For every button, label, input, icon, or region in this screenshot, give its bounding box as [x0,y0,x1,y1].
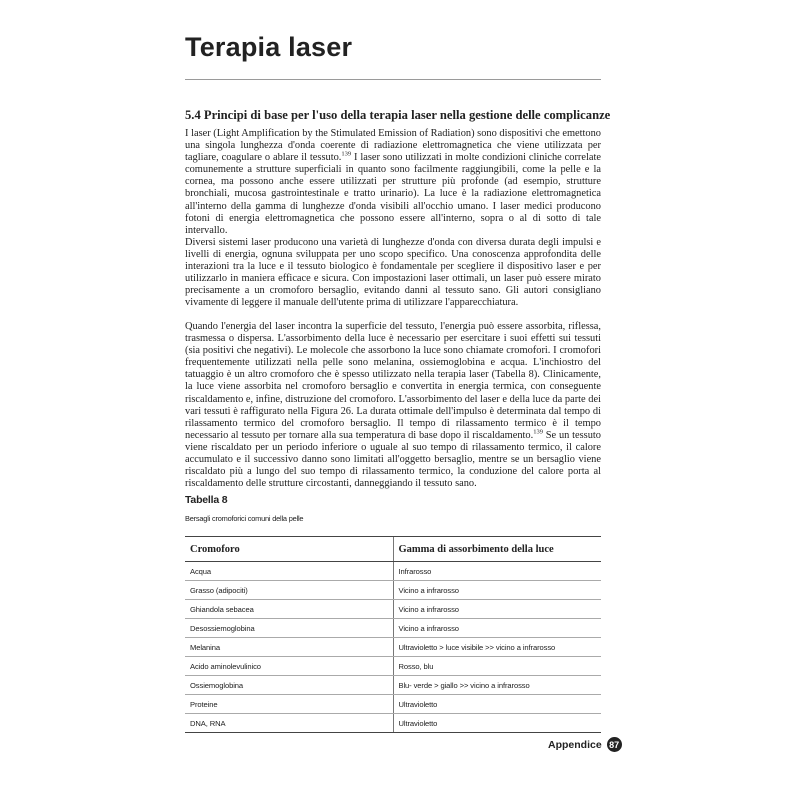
page-number-badge: 87 [607,737,622,752]
table-row [185,562,601,581]
paragraph-3-text-b: Se un tessuto viene riscaldato per un periodo inferiore o uguale al suo tempo di rilassamento termico, il calore accumulato e il successivo danno sono limitati all'oggetto bersaglio, mentre se un bersaglio viene riscaldato più a lungo del suo tempo di rilassamento termico, la conduzione del calore porta al riscaldamento delle strutture circostanti, danneggiando il tessuto sano. [185,429,601,490]
absorption-cell: Ultravioletto > luce visibile >> vicino a infrarosso [393,638,601,657]
chromophore-table [185,536,601,733]
footer-label: Appendice [548,738,602,751]
table-row [185,638,601,657]
absorption-cell: Ultravioletto [393,695,601,714]
column-header-absorption-range: Gamma di assorbimento della luce [393,537,601,562]
table-header-row [185,537,601,562]
paragraph-3-text-a: Quando l'energia del laser incontra la superficie del tessuto, l'energia può essere assorbita, riflessa, trasmessa o dispersa. L'assorbimento della luce è necessario per esercitare i suoi effetti sui tessuti (sia positivi che negativi). Le molecole che assorbono la luce sono chiamate cromofori. I cromofori frequentemente utilizzati nella pelle sono melanina, ossiemoglobina e acqua. L'inchiostro del tatuaggio è un altro cromoforo che è spesso utilizzato nella terapia laser (Tabella 8). Clinicamente, la luce viene assorbita nel cromoforo bersaglio e convertita in energia termica, con conseguente riscaldamento e, infine, distruzione del cromoforo. L'assorbimento del laser e della luce da parte dei vari tessuti è raffigurato nella Figura 26. La durata ottimale dell'impulso è determinata dal tempo di rilassamento termico del cromoforo bersaglio. Il tempo di rilassamento termico è il tempo necessario al tessuto per tornare alla sua temperatura di base dopo il riscaldamento. [185,321,601,441]
chromophore-cell: DNA, RNA [185,714,393,733]
table-subtitle: Bersagli cromoforici comuni della pelle [185,514,304,523]
page-footer [548,737,622,752]
section-heading: 5.4 Principi di base per l'uso della terapia laser nella gestione delle complicanze [185,108,611,122]
absorption-cell: Infrarosso [393,562,601,581]
paragraph-1 [185,128,601,237]
table-row [185,581,601,600]
chromophore-cell: Ossiemoglobina [185,676,393,695]
title-divider [185,79,601,80]
column-header-chromophore: Cromoforo [185,537,393,562]
absorption-cell: Vicino a infrarosso [393,619,601,638]
chromophore-cell: Grasso (adipociti) [185,581,393,600]
paragraph-3 [185,321,601,490]
chromophore-cell: Desossiemoglobina [185,619,393,638]
absorption-cell: Vicino a infrarosso [393,600,601,619]
chromophore-cell: Proteine [185,695,393,714]
paragraph-1-text-a: I laser (Light Amplification by the Stimulated Emission of Radiation) sono dispositivi che emettono una singola lunghezza d'onda coerente di radiazione elettromagnetica che viene utilizzata per tagliare, coagulare o ablare il tessuto. [185,128,601,164]
table-row [185,600,601,619]
table-row [185,714,601,733]
absorption-cell: Rosso, blu [393,657,601,676]
chromophore-cell: Acido aminolevulinico [185,657,393,676]
reference-superscript: 139 [341,150,352,158]
absorption-cell: Blu- verde > giallo >> vicino a infrarosso [393,676,601,695]
table-row [185,619,601,638]
absorption-cell: Vicino a infrarosso [393,581,601,600]
chromophore-cell: Ghiandola sebacea [185,600,393,619]
table-row [185,676,601,695]
table-title: Tabella 8 [185,494,228,506]
paragraph-1-text-b: I laser sono utilizzati in molte condizioni cliniche correlate comunemente a strutture superficiali in quanto sono facilmente raggiungibili, come la pelle e la cornea, ma possono anche essere utilizzati per strutture più profonde (ad esempio, strutture bronchiali, mucosa gastrointestinale e tratto urinario). La luce è la radiazione elettromagnetica all'interno della gamma di lunghezze d'onda visibili all'occhio umano. I laser medici producono fotoni di energia elettromagnetica che possono essere all'interno, sopra o al di sotto di tale intervallo. [185,152,601,236]
chromophore-cell: Melanina [185,638,393,657]
table-row [185,695,601,714]
page-title: Terapia laser [185,32,353,62]
paragraph-2: Diversi sistemi laser producono una varietà di lunghezze d'onda con diversa durata degli impulsi e livelli di energia, ognuna sviluppata per uno scopo specifico. Una conoscenza approfondita delle interazioni tra la luce e il tessuto biologico è fondamentale per scegliere il dispositivo laser e per utilizzarlo in maniera efficace e sicura. Con impostazioni laser ottimali, un laser può essere mirato precisamente a un cromoforo bersaglio, evitando danni al tessuto sano. Gli autori consigliano vivamente di leggere il manuale dell'utente prima di utilizzare l'apparecchiatura. [185,237,601,309]
absorption-cell: Ultravioletto [393,714,601,733]
reference-superscript: 139 [533,428,543,436]
table-row [185,657,601,676]
chromophore-cell: Acqua [185,562,393,581]
